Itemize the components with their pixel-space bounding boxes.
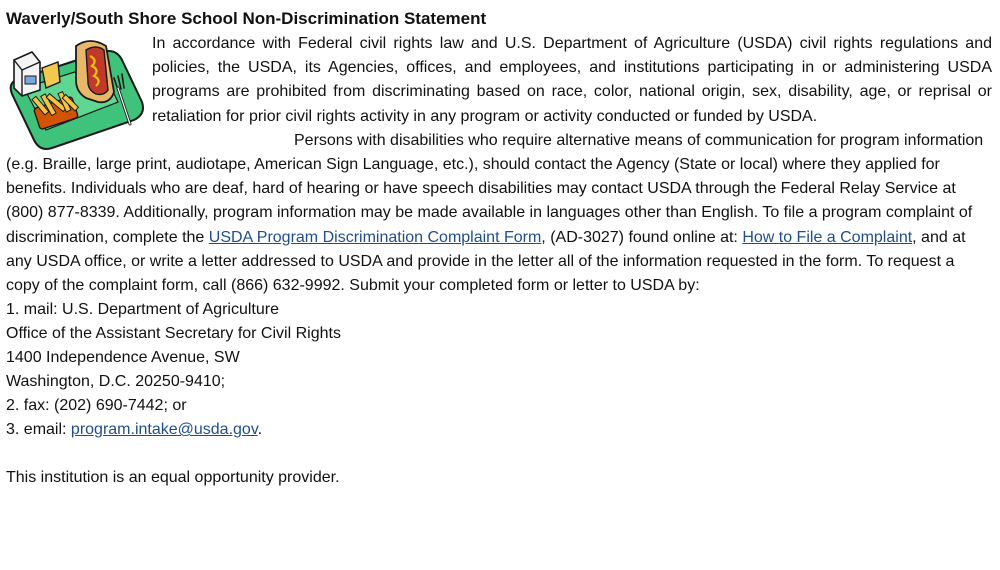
- email-line: [6, 418, 992, 442]
- how-to-file-link[interactable]: How to File a Complaint: [742, 228, 913, 246]
- address-line: 1. mail: U.S. Department of Agriculture: [6, 301, 279, 319]
- civil-rights-paragraph: In accordance with Federal civil rights law and U.S. Department of Agriculture (USDA) civil rights regulations and policies, the USDA, its Agencies, offices, and employees, and institutions participating in or administering USDA programs are prohibited from discriminating based on race, color, national origin, sex, disability, age, or reprisal or retaliation for prior civil rights activity in any program or activity conducted or funded by USDA.: [152, 35, 992, 125]
- address-line: 1400 Independence Avenue, SW: [6, 349, 240, 367]
- fax-line: 2. fax: (202) 690-7442; or: [6, 397, 187, 415]
- accommodations-text-part3: , and at any USDA office, or write a letter addressed to USDA and provide in the letter all of the information requested in the form. To request a copy of the complaint form, call (866) 632-9992. Submit your completed form or letter to USDA by:: [6, 228, 966, 295]
- complaint-form-link[interactable]: USDA Program Discrimination Complaint Form: [208, 228, 542, 246]
- mailing-address: [6, 298, 992, 442]
- email-suffix: .: [257, 421, 263, 439]
- email-prefix: 3. email:: [6, 421, 71, 439]
- document: [6, 6, 992, 490]
- address-line: Washington, D.C. 20250-9410;: [6, 373, 226, 391]
- spacer: [6, 442, 992, 466]
- accommodations-text-part2: , (AD-3027) found online at:: [541, 228, 743, 246]
- accommodations-text-part1: Persons with disabilities who require alternative means of communication for program information (e.g. Braille, large print, audiotape, American Sign Language, etc.), should contact the Agency (State or local) where they applied for benefits. Individuals who are deaf, hard of hearing or have speech disabilities may contact USDA through the Federal Relay Service at (800) 877-8339. Additionally, program information may be made available in languages other than English. To file a program complaint of discrimination, complete the: [6, 131, 984, 246]
- accommodations-paragraph: [6, 129, 992, 298]
- document-title: Waverly/South Shore School Non-Discrimination Statement: [6, 9, 487, 28]
- equal-opportunity-statement: This institution is an equal opportunity provider.: [6, 469, 340, 487]
- lunch-tray-icon: [6, 32, 148, 152]
- address-line: Office of the Assistant Secretary for Civil Rights: [6, 325, 341, 343]
- email-link[interactable]: program.intake@usda.gov: [70, 421, 258, 439]
